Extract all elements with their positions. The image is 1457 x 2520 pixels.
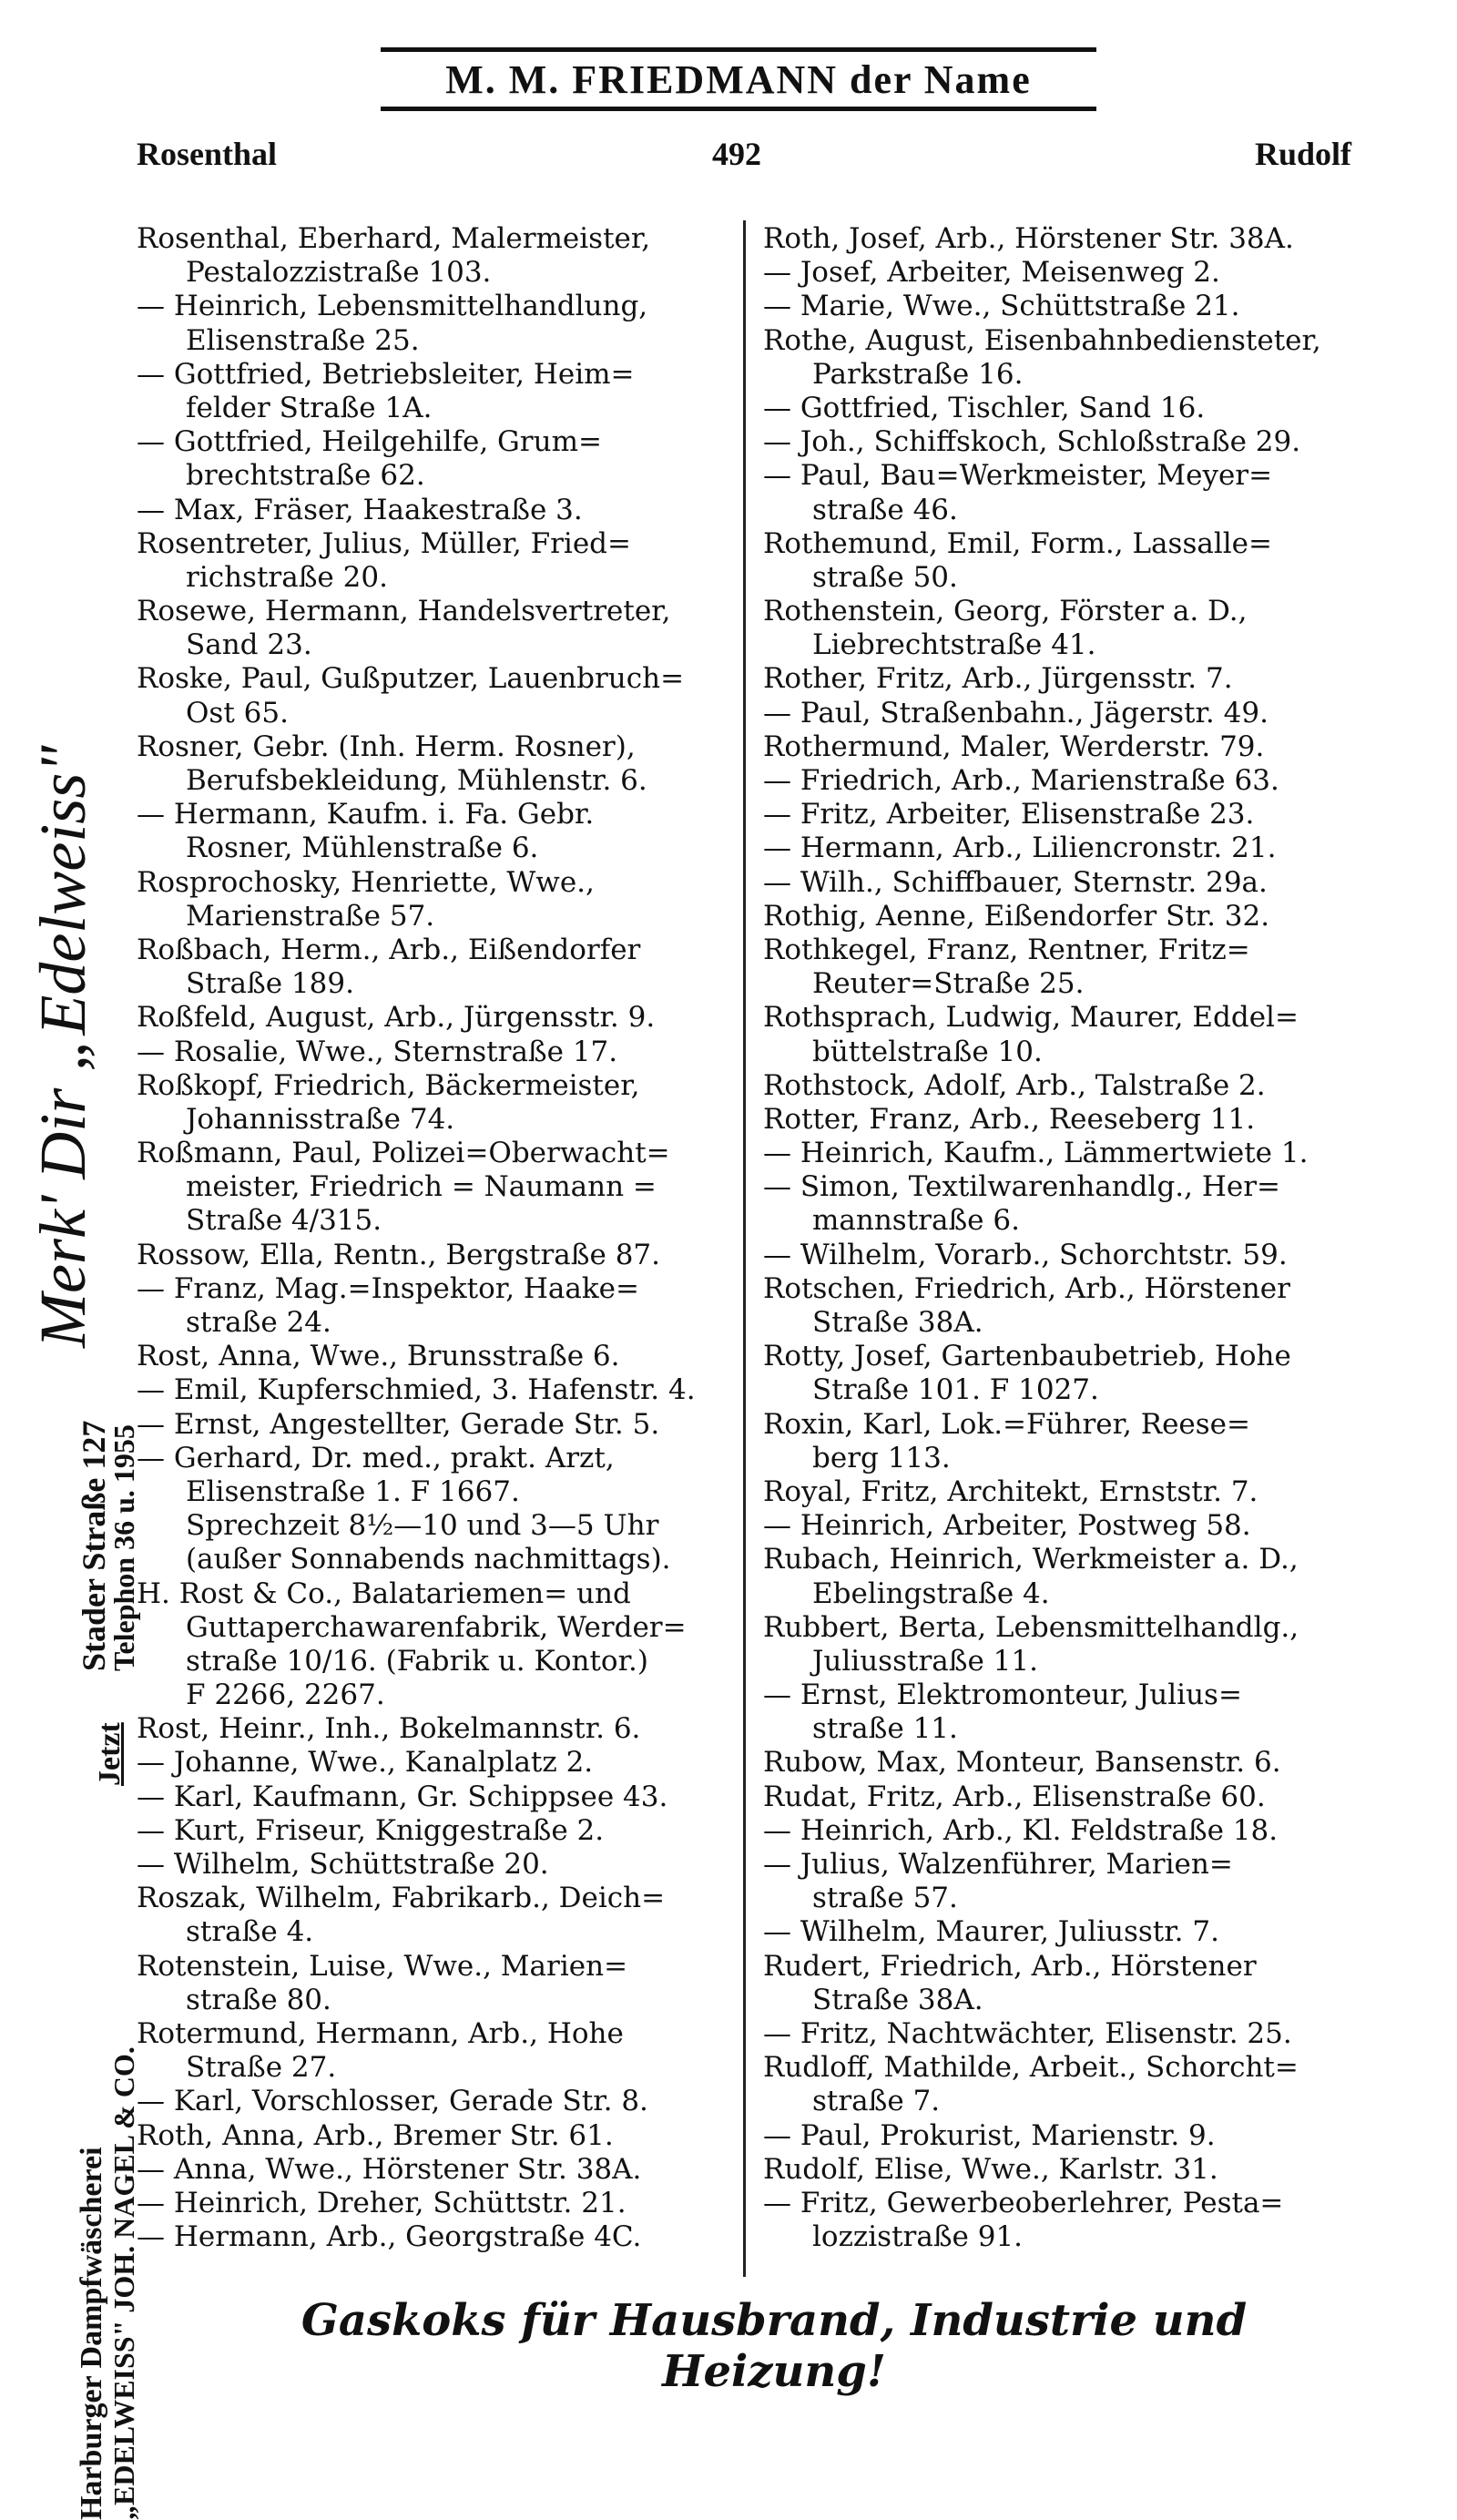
- directory-entry: Roßfeld, August, Arb., Jürgensstr. 9.: [137, 1001, 656, 1035]
- directory-entry: — Fritz, Nachtwächter, Elisenstr. 25.: [763, 2016, 1292, 2050]
- directory-entry: — Joh., Schiffskoch, Schloßstraße 29.: [763, 425, 1301, 459]
- directory-entry-continuation: Straße 38A.: [812, 1983, 983, 2016]
- directory-entry-continuation: Straße 4/315.: [186, 1204, 382, 1238]
- directory-entry-continuation: straße 11.: [812, 1712, 958, 1746]
- directory-entry: — Gottfried, Betriebsleiter, Heim=: [137, 357, 635, 391]
- directory-entry-continuation: (außer Sonnabends nachmittags).: [186, 1543, 671, 1576]
- directory-entry: Roxin, Karl, Lok.=Führer, Reese=: [763, 1407, 1251, 1441]
- directory-entry: — Paul, Prokurist, Marienstr. 9.: [763, 2118, 1216, 2152]
- directory-entry: — Hermann, Kaufm. i. Fa. Gebr.: [137, 798, 595, 831]
- directory-entry-continuation: straße 4.: [186, 1915, 314, 1949]
- running-head-right: Rudolf: [1254, 136, 1351, 172]
- directory-entry: — Karl, Vorschlosser, Gerade Str. 8.: [137, 2085, 648, 2118]
- directory-entry-continuation: straße 46.: [812, 493, 958, 526]
- directory-entry: — Heinrich, Lebensmittelhandlung,: [137, 290, 648, 323]
- directory-entry: — Franz, Mag.=Inspektor, Haake=: [137, 1271, 640, 1305]
- directory-entry: Roßkopf, Friedrich, Bäckermeister,: [137, 1068, 640, 1102]
- directory-entry: Roske, Paul, Gußputzer, Lauenbruch=: [137, 662, 685, 696]
- directory-entry-continuation: Straße 38A.: [812, 1306, 983, 1339]
- directory-entry: — Marie, Wwe., Schüttstraße 21.: [763, 290, 1240, 323]
- directory-entry: — Gottfried, Tischler, Sand 16.: [763, 391, 1206, 424]
- directory-entry: Rost, Anna, Wwe., Brunsstraße 6.: [137, 1340, 620, 1373]
- directory-entry: Rotenstein, Luise, Wwe., Marien=: [137, 1949, 628, 1983]
- directory-entry-continuation: Elisenstraße 1. F 1667.: [186, 1474, 520, 1508]
- directory-entry-continuation: Straße 101. F 1027.: [812, 1373, 1099, 1407]
- directory-entry-continuation: Straße 27.: [186, 2051, 337, 2085]
- directory-entry-continuation: straße 24.: [186, 1306, 331, 1339]
- directory-entry: Rothsprach, Ludwig, Maurer, Eddel=: [763, 1001, 1299, 1035]
- directory-entry-continuation: büttelstraße 10.: [812, 1035, 1043, 1068]
- directory-entry: Royal, Fritz, Architekt, Ernststr. 7.: [763, 1474, 1258, 1508]
- directory-entry: Rosner, Gebr. (Inh. Herm. Rosner),: [137, 729, 636, 763]
- directory-entry-continuation: straße 10/16. (Fabrik u. Kontor.): [186, 1644, 648, 1678]
- directory-entry: Rosenthal, Eberhard, Malermeister,: [137, 222, 651, 255]
- directory-entry: Rotter, Franz, Arb., Reeseberg 11.: [763, 1102, 1256, 1136]
- directory-entry: Roßmann, Paul, Polizei=Oberwacht=: [137, 1137, 670, 1170]
- directory-entry-continuation: Marienstraße 57.: [186, 899, 435, 933]
- ad-jetzt-label: Jetzt: [93, 1722, 127, 1786]
- directory-entry: Rudat, Fritz, Arb., Elisenstraße 60.: [763, 1780, 1266, 1813]
- top-banner-ad: M. M. FRIEDMANN der Name: [381, 47, 1096, 111]
- ad-firm-name: Harburger Dampfwäscherei: [75, 2147, 108, 2520]
- directory-entry-continuation: Reuter=Straße 25.: [812, 967, 1085, 1001]
- vertical-advertisement: [22, 214, 140, 2520]
- directory-entry: Rothermund, Maler, Werderstr. 79.: [763, 729, 1265, 763]
- directory-entry: Rudolf, Elise, Wwe., Karlstr. 31.: [763, 2152, 1218, 2186]
- directory-entry: Rothkegel, Franz, Rentner, Fritz=: [763, 933, 1250, 966]
- directory-entry: — Hermann, Arb., Liliencronstr. 21.: [763, 831, 1277, 865]
- directory-entry: — Gottfried, Heilgehilfe, Grum=: [137, 425, 602, 459]
- directory-entry-continuation: mannstraße 6.: [812, 1204, 1020, 1238]
- directory-entry: Roth, Anna, Arb., Bremer Str. 61.: [137, 2118, 614, 2152]
- directory-entry-continuation: straße 80.: [186, 1983, 331, 2016]
- directory-entry: — Johanne, Wwe., Kanalplatz 2.: [137, 1746, 594, 1780]
- directory-entry: Rosprochosky, Henriette, Wwe.,: [137, 865, 595, 899]
- directory-entry: Rosewe, Hermann, Handelsvertreter,: [137, 595, 671, 628]
- directory-entry: Rubbert, Berta, Lebensmittelhandlg.,: [763, 1610, 1299, 1644]
- directory-entry: Rotty, Josef, Gartenbaubetrieb, Hohe: [763, 1340, 1291, 1373]
- directory-entry-continuation: straße 57.: [812, 1882, 958, 1915]
- directory-entry-continuation: straße 50.: [812, 560, 958, 594]
- directory-entry-continuation: Sprechzeit 8½—10 und 3—5 Uhr: [186, 1509, 659, 1543]
- running-head-left: Rosenthal: [137, 136, 278, 172]
- directory-entry-continuation: meister, Friedrich = Naumann =: [186, 1170, 657, 1204]
- directory-entry: H. Rost & Co., Balatariemen= und: [137, 1576, 631, 1610]
- directory-entry: Rothig, Aenne, Eißendorfer Str. 32.: [763, 899, 1270, 933]
- ad-motto: Merk' Dir „Edelweiss": [26, 745, 99, 1348]
- directory-entry: Rothemund, Emil, Form., Lassalle=: [763, 526, 1272, 560]
- directory-entry: Rotschen, Friedrich, Arb., Hörstener: [763, 1271, 1290, 1305]
- directory-entry: Rudloff, Mathilde, Arbeit., Schorcht=: [763, 2051, 1299, 2085]
- directory-entry: — Fritz, Gewerbeoberlehrer, Pesta=: [763, 2186, 1284, 2219]
- directory-entry: — Ernst, Angestellter, Gerade Str. 5.: [137, 1407, 660, 1441]
- directory-entry: — Max, Fräser, Haakestraße 3.: [137, 493, 583, 526]
- directory-entry: Rossow, Ella, Rentn., Bergstraße 87.: [137, 1238, 660, 1271]
- directory-entry-continuation: brechtstraße 62.: [186, 459, 425, 493]
- directory-entry: — Friedrich, Arb., Marienstraße 63.: [763, 764, 1279, 797]
- directory-entry: — Wilhelm, Schüttstraße 20.: [137, 1848, 549, 1881]
- directory-entry: — Paul, Straßenbahn., Jägerstr. 49.: [763, 696, 1269, 729]
- directory-entry-continuation: Sand 23.: [186, 628, 312, 662]
- directory-entry: Rubach, Heinrich, Werkmeister a. D.,: [763, 1543, 1299, 1576]
- directory-entry: — Kurt, Friseur, Kniggestraße 2.: [137, 1813, 605, 1847]
- directory-entry: — Emil, Kupferschmied, 3. Hafenstr. 4.: [137, 1373, 696, 1407]
- directory-entry: Rost, Heinr., Inh., Bokelmannstr. 6.: [137, 1712, 641, 1746]
- directory-entry-continuation: Elisenstraße 25.: [186, 323, 420, 357]
- directory-entry-continuation: Pestalozzistraße 103.: [186, 256, 492, 290]
- page-number: 492: [712, 136, 761, 172]
- ad-address: Stader Straße 127: [76, 1420, 112, 1671]
- directory-entry: — Ernst, Elektromonteur, Julius=: [763, 1678, 1242, 1712]
- directory-entry: Rothenstein, Georg, Förster a. D.,: [763, 595, 1248, 628]
- directory-entry: — Heinrich, Arb., Kl. Feldstraße 18.: [763, 1813, 1279, 1847]
- ad-telephone: Telephon 36 u. 1955: [107, 1424, 140, 1671]
- directory-entry: — Gerhard, Dr. med., prakt. Arzt,: [137, 1441, 615, 1474]
- directory-entry: — Heinrich, Arbeiter, Postweg 58.: [763, 1509, 1251, 1543]
- directory-entry-continuation: Johannisstraße 74.: [186, 1102, 455, 1136]
- directory-entry: — Paul, Bau=Werkmeister, Meyer=: [763, 459, 1273, 493]
- directory-entry: — Heinrich, Dreher, Schüttstr. 21.: [137, 2186, 627, 2219]
- directory-entry: — Wilhelm, Maurer, Juliusstr. 7.: [763, 1915, 1219, 1949]
- ad-firm-owner: „EDELWEISS" JOH. NAGEL & CO.: [107, 2046, 140, 2520]
- directory-entry: — Rosalie, Wwe., Sternstraße 17.: [137, 1035, 618, 1068]
- column-divider: [743, 220, 746, 2277]
- directory-entry: — Julius, Walzenführer, Marien=: [763, 1848, 1233, 1881]
- directory-entry-continuation: Ost 65.: [186, 696, 289, 729]
- directory-entry: — Heinrich, Kaufm., Lämmertwiete 1.: [763, 1137, 1309, 1170]
- directory-entry: — Karl, Kaufmann, Gr. Schippsee 43.: [137, 1780, 668, 1813]
- directory-entry-continuation: Straße 189.: [186, 967, 354, 1001]
- directory-column-left: [137, 222, 736, 2254]
- directory-entry: Rubow, Max, Monteur, Bansenstr. 6.: [763, 1746, 1281, 1780]
- directory-entry: Rudert, Friedrich, Arb., Hörstener: [763, 1949, 1257, 1983]
- directory-entry: — Fritz, Arbeiter, Elisenstraße 23.: [763, 798, 1255, 831]
- directory-entry-continuation: lozzistraße 91.: [812, 2220, 1024, 2254]
- directory-entry: Rothstock, Adolf, Arb., Talstraße 2.: [763, 1068, 1266, 1102]
- directory-entry-continuation: Liebrechtstraße 41.: [812, 628, 1096, 662]
- directory-entry: — Anna, Wwe., Hörstener Str. 38A.: [137, 2152, 642, 2186]
- footer-advertisement: Gaskoks für Hausbrand, Industrie und Heizung!: [301, 2295, 1248, 2397]
- directory-entry: — Hermann, Arb., Georgstraße 4C.: [137, 2220, 642, 2254]
- directory-entry-continuation: Ebelingstraße 4.: [812, 1576, 1050, 1610]
- directory-column-right: [763, 222, 1421, 2254]
- directory-entry: Rotermund, Hermann, Arb., Hohe: [137, 2016, 624, 2050]
- directory-entry: Roszak, Wilhelm, Fabrikarb., Deich=: [137, 1882, 666, 1915]
- directory-entry-continuation: F 2266, 2267.: [186, 1678, 385, 1712]
- directory-entry: — Simon, Textilwarenhandlg., Her=: [763, 1170, 1281, 1204]
- directory-entry: Rother, Fritz, Arb., Jürgensstr. 7.: [763, 662, 1233, 696]
- directory-entry: — Wilh., Schiffbauer, Sternstr. 29a.: [763, 865, 1268, 899]
- directory-entry: Rothe, August, Eisenbahnbediensteter,: [763, 323, 1321, 357]
- directory-entry-continuation: berg 113.: [812, 1441, 951, 1474]
- directory-entry-continuation: Juliusstraße 11.: [812, 1644, 1038, 1678]
- directory-entry-continuation: Rosner, Mühlenstraße 6.: [186, 831, 539, 865]
- directory-entry: — Wilhelm, Vorarb., Schorchtstr. 59.: [763, 1238, 1288, 1271]
- directory-entry-continuation: richstraße 20.: [186, 560, 388, 594]
- directory-entry: Roßbach, Herm., Arb., Eißendorfer: [137, 933, 641, 966]
- directory-entry-continuation: straße 7.: [812, 2085, 941, 2118]
- directory-entry-continuation: Berufsbekleidung, Mühlenstr. 6.: [186, 764, 647, 797]
- directory-entry: Rosentreter, Julius, Müller, Fried=: [137, 526, 631, 560]
- directory-entry-continuation: felder Straße 1A.: [186, 391, 433, 424]
- directory-entry: — Josef, Arbeiter, Meisenweg 2.: [763, 256, 1220, 290]
- directory-entry-continuation: Guttaperchawarenfabrik, Werder=: [186, 1610, 687, 1644]
- directory-entry: Roth, Josef, Arb., Hörstener Str. 38A.: [763, 222, 1294, 255]
- directory-entry-continuation: Parkstraße 16.: [812, 357, 1024, 391]
